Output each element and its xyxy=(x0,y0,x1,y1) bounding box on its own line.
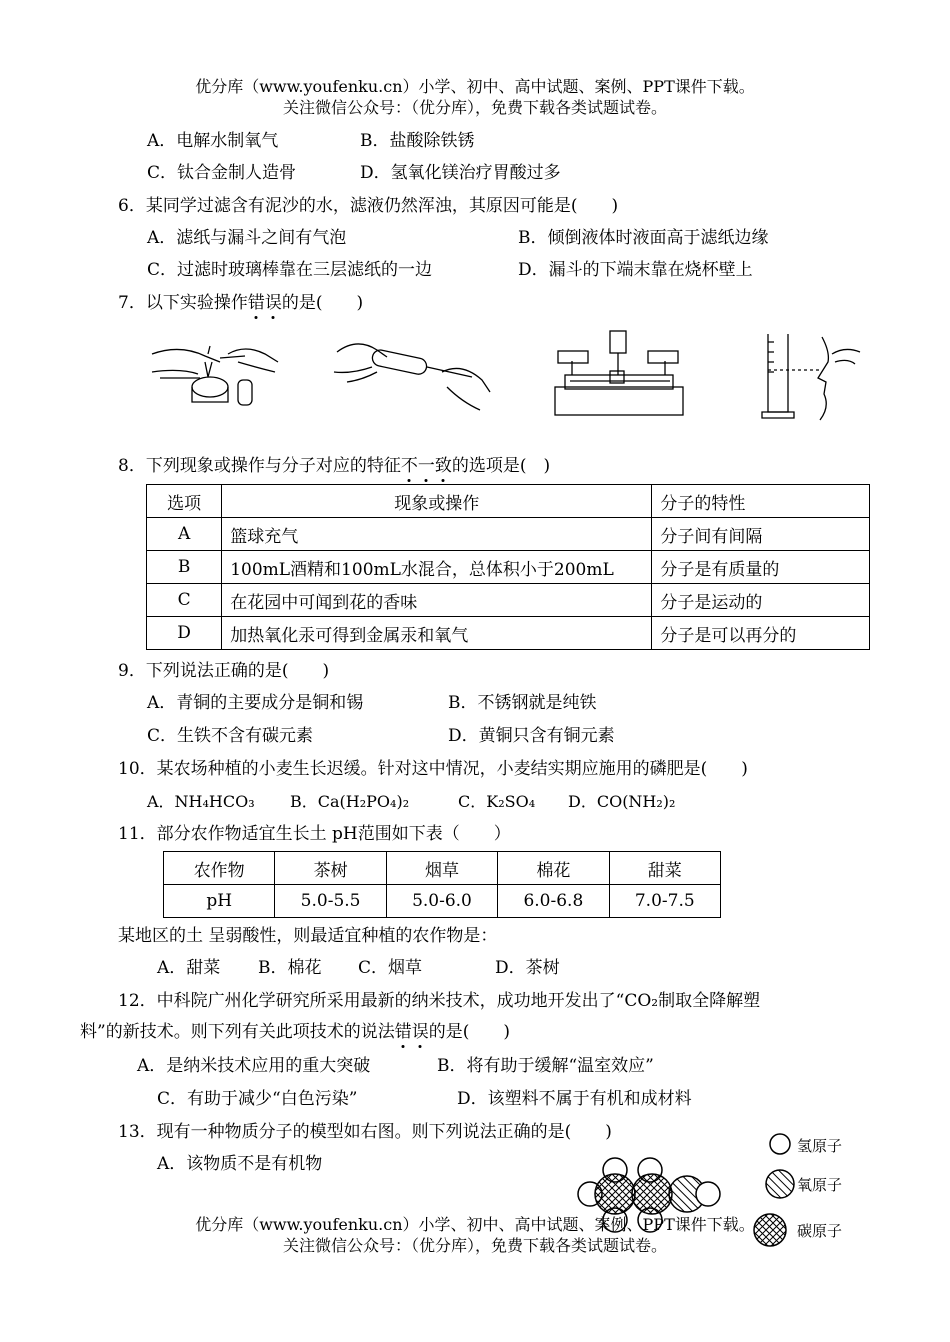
balance-figure xyxy=(550,325,690,420)
q12-option-c: C．有助于减少“白色污染” xyxy=(157,1089,358,1109)
q9-option-c: C．生铁不含有碳元素 xyxy=(147,726,314,746)
table-cell: 茶树 xyxy=(275,852,386,885)
cylinder-reading-figure xyxy=(760,332,870,424)
table-cell: 5.0-6.0 xyxy=(386,885,497,918)
table-cell: 在花园中可闻到花的香味 xyxy=(222,584,652,617)
q12-option-a: A．是纳米技术应用的重大突破 xyxy=(137,1056,371,1076)
q13-option-a: A．该物质不是有机物 xyxy=(157,1154,323,1174)
q10-option-c: C．K₂SO₄ xyxy=(458,792,536,811)
q12-option-d: D．该塑料不属于有机和成材料 xyxy=(457,1089,692,1109)
q5-option-d: D．氢氧化镁治疗胃酸过多 xyxy=(360,163,561,183)
table-cell: 分子是运动的 xyxy=(652,584,870,617)
table-cell: 分子是可以再分的 xyxy=(652,617,870,650)
q9-option-a: A．青铜的主要成分是铜和锡 xyxy=(147,693,364,713)
q7-emphasis: 错误 xyxy=(248,293,282,313)
q6-option-c: C．过滤时玻璃棒靠在三层滤纸的一边 xyxy=(147,260,433,280)
q8-header-property: 分子的特性 xyxy=(652,485,870,518)
q8-emphasis: 不一致 xyxy=(401,456,452,476)
table-cell: A xyxy=(147,518,222,551)
q11-after-text: 某地区的土 呈弱酸性，则最适宜种植的农作物是： xyxy=(118,926,498,946)
table-cell: 分子间有间隔 xyxy=(652,518,870,551)
q6-stem: 6．某同学过滤含有泥沙的水，滤液仍然浑浊，其原因可能是( ) xyxy=(118,196,619,216)
table-cell: 100mL酒精和100mL水混合，总体积小于200mL xyxy=(222,551,652,584)
table-cell: B xyxy=(147,551,222,584)
q12-line-2: 料”的新技术。则下列有关此项技术的说法错误 的是( ) xyxy=(80,1021,510,1043)
q6-option-b: B．倾倒液体时液面高于滤纸边缘 xyxy=(518,228,769,248)
table-header-row xyxy=(147,485,870,518)
q12-emphasis: 错误 xyxy=(395,1022,429,1042)
test-tube-figure xyxy=(332,332,497,417)
table-cell: 6.0-6.8 xyxy=(498,885,609,918)
q6-option-d: D．漏斗的下端末靠在烧杯壁上 xyxy=(518,260,753,280)
table-row xyxy=(147,617,870,650)
q12-option-b: B．将有助于缓解“温室效应” xyxy=(437,1056,654,1076)
q5-option-a: A．电解水制氧气 xyxy=(147,131,279,151)
q9-option-b: B．不锈钢就是纯铁 xyxy=(448,693,597,713)
table-row xyxy=(147,551,870,584)
footer-line-1: 优分库（www.youfenku.cn）小学、初中、高中试题、案例、PPT课件下载。 xyxy=(195,1215,755,1234)
q11-stem: 11．部分农作物适宜生长土 pH范围如下表（ ） xyxy=(118,824,511,844)
q8-stem: 8．下列现象或操作与分子对应的特征不一致 的选项是( ) xyxy=(118,455,550,477)
header-line-1: 优分库（www.youfenku.cn）小学、初中、高中试题、案例、PPT课件下载。 xyxy=(195,77,755,96)
table-cell: 7.0-7.5 xyxy=(609,885,720,918)
q6-option-a: A．滤纸与漏斗之间有气泡 xyxy=(147,228,347,248)
q10-option-d: D．CO(NH₂)₂ xyxy=(568,792,676,811)
table-cell: pH xyxy=(164,885,275,918)
table-row xyxy=(147,584,870,617)
q8-header-option: 选项 xyxy=(147,485,222,518)
table-cell: C xyxy=(147,584,222,617)
q10-stem: 10．某农场种植的小麦生长迟缓。针对这中情况，小麦结实期应施用的磷肥是( ) xyxy=(118,759,748,779)
q11-option-d: D．茶树 xyxy=(495,958,560,978)
table-cell: 甜菜 xyxy=(609,852,720,885)
table-cell: 加热氧化汞可得到金属汞和氧气 xyxy=(222,617,652,650)
table-cell: 农作物 xyxy=(164,852,275,885)
q10-option-b: B．Ca(H₂PO₄)₂ xyxy=(290,792,410,811)
q7-stem-pre: 7．以下实验操作 xyxy=(118,293,248,313)
q12-line-1: 12．中科院广州化学研究所采用最新的纳米技术，成功地开发出了“CO₂制取全降解塑 xyxy=(118,991,761,1011)
table-cell: 5.0-5.5 xyxy=(275,885,386,918)
table-row xyxy=(164,885,721,918)
q9-stem: 9．下列说法正确的是( ) xyxy=(118,661,330,681)
q9-option-d: D．黄铜只含有铜元素 xyxy=(448,726,615,746)
legend-hydrogen: 氢原子 xyxy=(797,1137,843,1155)
q7-stem-post: 的是( ) xyxy=(281,293,364,313)
q11-option-b: B．棉花 xyxy=(258,958,322,978)
q11-option-a: A．甜菜 xyxy=(157,958,221,978)
q8-header-phenomenon: 现象或操作 xyxy=(222,485,652,518)
q8-table xyxy=(146,484,870,650)
table-cell: 分子是有质量的 xyxy=(652,551,870,584)
q10-option-a: A．NH₄HCO₃ xyxy=(147,792,255,811)
q11-ph-table xyxy=(163,851,721,918)
table-cell: 烟草 xyxy=(386,852,497,885)
q5-option-c: C．钛合金制人造骨 xyxy=(147,163,297,183)
table-cell: D xyxy=(147,617,222,650)
q7-stem xyxy=(118,292,363,314)
table-row xyxy=(164,852,721,885)
footer-line-2: 关注微信公众号：（优分库），免费下载各类试题试卷。 xyxy=(282,1236,667,1255)
legend-oxygen: 氧原子 xyxy=(797,1176,843,1194)
legend-carbon: 碳原子 xyxy=(797,1222,843,1240)
table-cell: 棉花 xyxy=(498,852,609,885)
table-cell: 篮球充气 xyxy=(222,518,652,551)
q13-stem: 13．现有一种物质分子的模型如右图。则下列说法正确的是( ) xyxy=(118,1122,612,1142)
table-row xyxy=(147,518,870,551)
q5-option-b: B．盐酸除铁锈 xyxy=(360,131,475,151)
lamp-lighting-figure xyxy=(150,332,285,410)
header-line-2: 关注微信公众号：（优分库），免费下载各类试题试卷。 xyxy=(282,98,667,117)
q11-option-c: C．烟草 xyxy=(358,958,423,978)
